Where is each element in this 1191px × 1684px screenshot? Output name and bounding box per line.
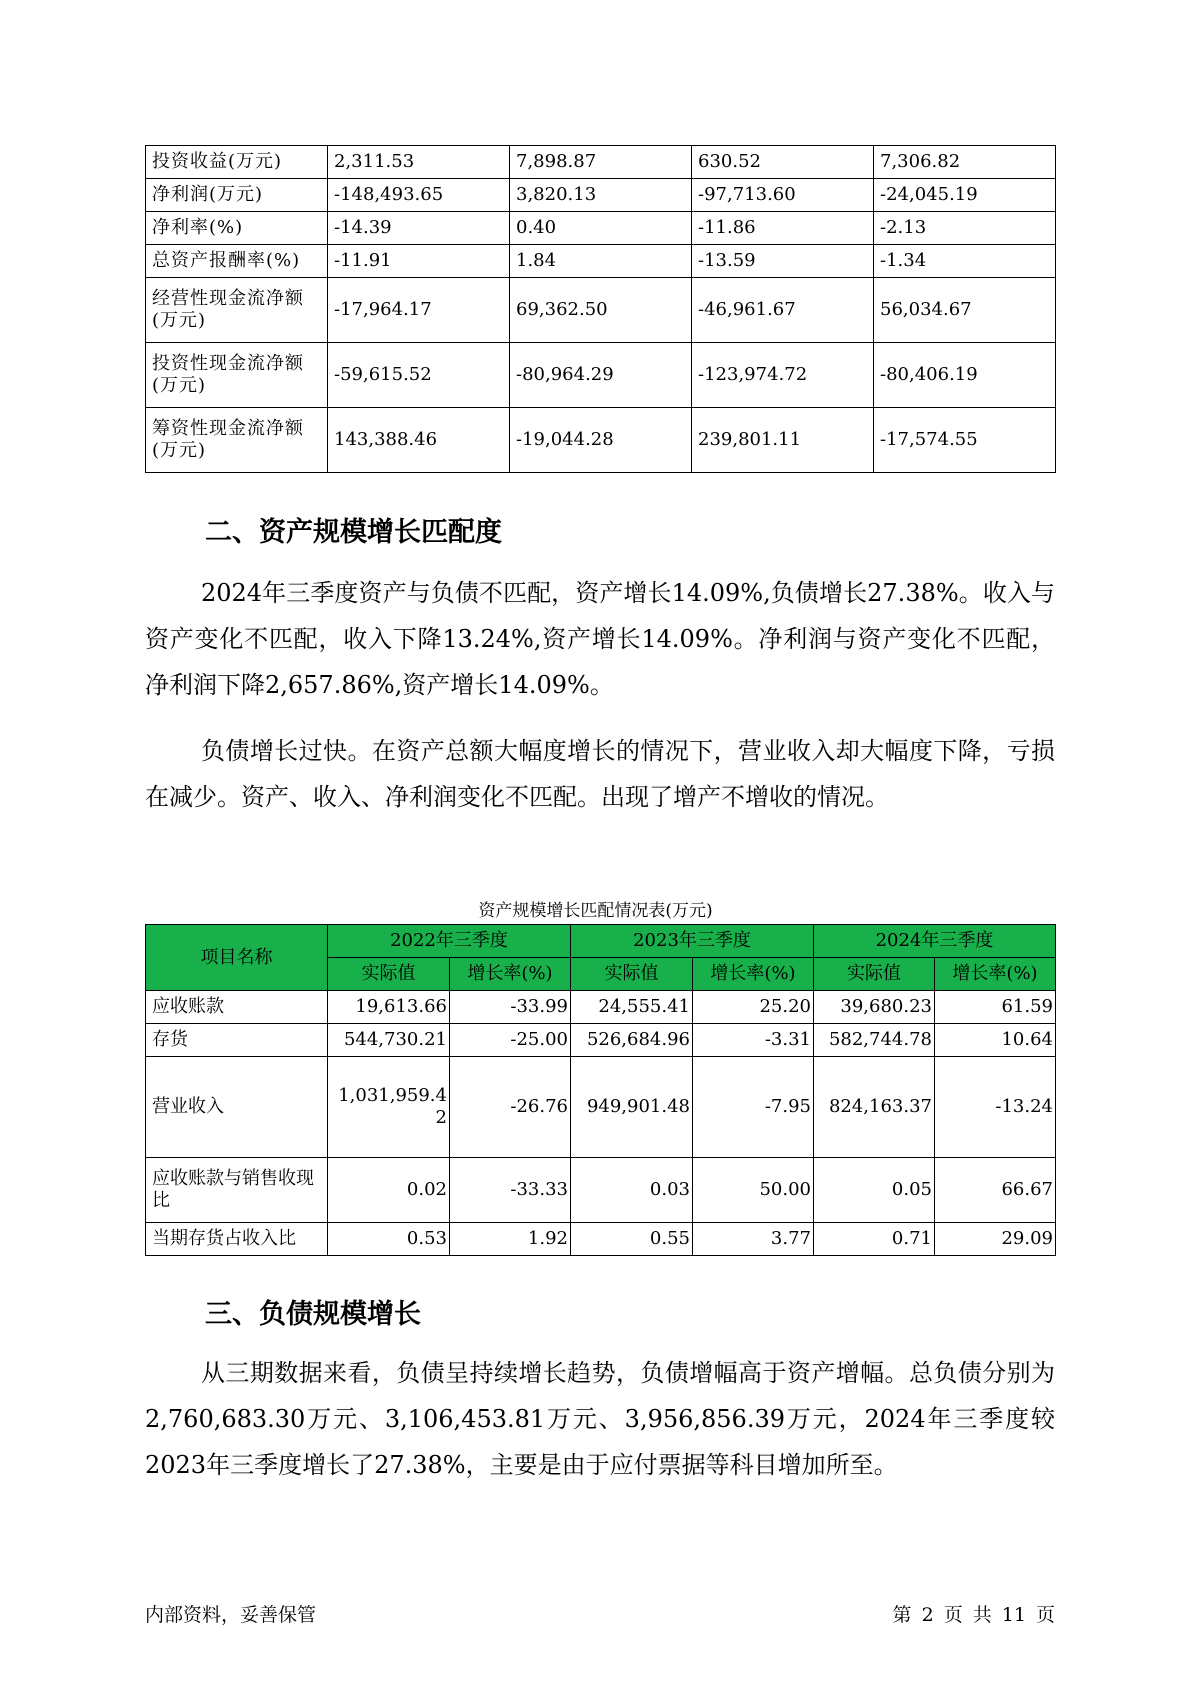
cell-value: 3,820.13 — [510, 179, 692, 212]
cell-value: 0.03 — [571, 1158, 693, 1223]
column-header-item: 项目名称 — [146, 925, 328, 991]
cell-value: -26.76 — [450, 1057, 571, 1158]
cell-value: 239,801.11 — [692, 408, 874, 473]
cell-value: -1.34 — [874, 245, 1056, 278]
column-header-actual: 实际值 — [328, 958, 450, 991]
asset-growth-match-table — [145, 924, 1056, 1256]
row-label: 经营性现金流净额(万元) — [146, 278, 328, 343]
row-label: 净利润(万元) — [146, 179, 328, 212]
cell-value: 143,388.46 — [328, 408, 510, 473]
cell-value: 0.71 — [814, 1223, 935, 1256]
section-heading: 三、负债规模增长 — [205, 1299, 421, 1330]
table-row — [146, 146, 1056, 179]
cell-value: -97,713.60 — [692, 179, 874, 212]
table-row — [146, 991, 1056, 1024]
footer-confidential-note: 内部资料，妥善保管 — [145, 1604, 317, 1626]
cell-value: 7,898.87 — [510, 146, 692, 179]
cell-value: 61.59 — [935, 991, 1056, 1024]
cell-value: 544,730.21 — [328, 1024, 450, 1057]
cell-value: 0.05 — [814, 1158, 935, 1223]
financial-indicators-table — [145, 145, 1056, 473]
cell-value: 69,362.50 — [510, 278, 692, 343]
cell-value: 29.09 — [935, 1223, 1056, 1256]
cell-value: 824,163.37 — [814, 1057, 935, 1158]
cell-value: 7,306.82 — [874, 146, 1056, 179]
column-header-growth: 增长率(%) — [693, 958, 814, 991]
cell-value: 0.02 — [328, 1158, 450, 1223]
cell-value: -3.31 — [693, 1024, 814, 1057]
row-label: 应收账款与销售收现比 — [146, 1158, 328, 1223]
page-number: 第 2 页 共 11 页 — [892, 1604, 1055, 1626]
row-label: 筹资性现金流净额(万元) — [146, 408, 328, 473]
cell-value: 39,680.23 — [814, 991, 935, 1024]
table-row — [146, 179, 1056, 212]
cell-value: 0.40 — [510, 212, 692, 245]
cell-value: 1.84 — [510, 245, 692, 278]
table-row — [146, 1024, 1056, 1057]
cell-value: -148,493.65 — [328, 179, 510, 212]
column-header-growth: 增长率(%) — [450, 958, 571, 991]
cell-value: 1,031,959.42 — [328, 1057, 450, 1158]
column-header-actual: 实际值 — [814, 958, 935, 991]
cell-value: -24,045.19 — [874, 179, 1056, 212]
row-label: 投资性现金流净额(万元) — [146, 343, 328, 408]
cell-value: -33.33 — [450, 1158, 571, 1223]
cell-value: -17,964.17 — [328, 278, 510, 343]
cell-value: -80,964.29 — [510, 343, 692, 408]
row-label: 净利率(%) — [146, 212, 328, 245]
table-row — [146, 343, 1056, 408]
cell-value: -17,574.55 — [874, 408, 1056, 473]
cell-value: 10.64 — [935, 1024, 1056, 1057]
cell-value: -13.59 — [692, 245, 874, 278]
cell-value: 19,613.66 — [328, 991, 450, 1024]
column-header-period: 2022年三季度 — [328, 925, 571, 958]
table-row — [146, 1057, 1056, 1158]
cell-value: -2.13 — [874, 212, 1056, 245]
cell-value: -80,406.19 — [874, 343, 1056, 408]
column-header-growth: 增长率(%) — [935, 958, 1056, 991]
table-row — [146, 212, 1056, 245]
cell-value: -13.24 — [935, 1057, 1056, 1158]
row-label: 当期存货占收入比 — [146, 1223, 328, 1256]
row-label: 投资收益(万元) — [146, 146, 328, 179]
row-label: 应收账款 — [146, 991, 328, 1024]
cell-value: -59,615.52 — [328, 343, 510, 408]
cell-value: 2,311.53 — [328, 146, 510, 179]
table-row — [146, 245, 1056, 278]
row-label: 总资产报酬率(%) — [146, 245, 328, 278]
cell-value: -46,961.67 — [692, 278, 874, 343]
table-header-row — [146, 925, 1056, 958]
table-caption: 资产规模增长匹配情况表(万元) — [478, 901, 713, 921]
cell-value: -33.99 — [450, 991, 571, 1024]
column-header-actual: 实际值 — [571, 958, 693, 991]
cell-value: 526,684.96 — [571, 1024, 693, 1057]
cell-value: -123,974.72 — [692, 343, 874, 408]
cell-value: 66.67 — [935, 1158, 1056, 1223]
cell-value: 50.00 — [693, 1158, 814, 1223]
table-row — [146, 1223, 1056, 1256]
cell-value: 949,901.48 — [571, 1057, 693, 1158]
section-heading: 二、资产规模增长匹配度 — [205, 517, 502, 548]
body-paragraph: 2024年三季度资产与负债不匹配，资产增长14.09%,负债增长27.38%。收入与资产变化不匹配，收入下降13.24%,资产增长14.09%。净利润与资产变化不匹配，净利润下降2,657.86%,资产增长14.09%。 — [145, 579, 1055, 699]
cell-value: 25.20 — [693, 991, 814, 1024]
column-header-period: 2023年三季度 — [571, 925, 814, 958]
cell-value: 56,034.67 — [874, 278, 1056, 343]
row-label: 存货 — [146, 1024, 328, 1057]
table-row — [146, 408, 1056, 473]
table-row — [146, 1158, 1056, 1223]
cell-value: -7.95 — [693, 1057, 814, 1158]
body-paragraph: 从三期数据来看，负债呈持续增长趋势，负债增幅高于资产增幅。总负债分别为2,760,683.30万元、3,106,453.81万元、3,956,856.39万元，2024年三季度较2023年三季度增长了27.38%，主要是由于应付票据等科目增加所至。 — [145, 1359, 1055, 1479]
column-header-period: 2024年三季度 — [814, 925, 1056, 958]
cell-value: 24,555.41 — [571, 991, 693, 1024]
cell-value: -14.39 — [328, 212, 510, 245]
cell-value: 3.77 — [693, 1223, 814, 1256]
body-paragraph: 负债增长过快。在资产总额大幅度增长的情况下，营业收入却大幅度下降，亏损在减少。资产、收入、净利润变化不匹配。出现了增产不增收的情况。 — [145, 737, 1055, 811]
cell-value: 1.92 — [450, 1223, 571, 1256]
row-label: 营业收入 — [146, 1057, 328, 1158]
cell-value: 0.55 — [571, 1223, 693, 1256]
cell-value: -25.00 — [450, 1024, 571, 1057]
cell-value: 582,744.78 — [814, 1024, 935, 1057]
cell-value: -19,044.28 — [510, 408, 692, 473]
cell-value: 0.53 — [328, 1223, 450, 1256]
cell-value: -11.86 — [692, 212, 874, 245]
cell-value: -11.91 — [328, 245, 510, 278]
cell-value: 630.52 — [692, 146, 874, 179]
table-row — [146, 278, 1056, 343]
